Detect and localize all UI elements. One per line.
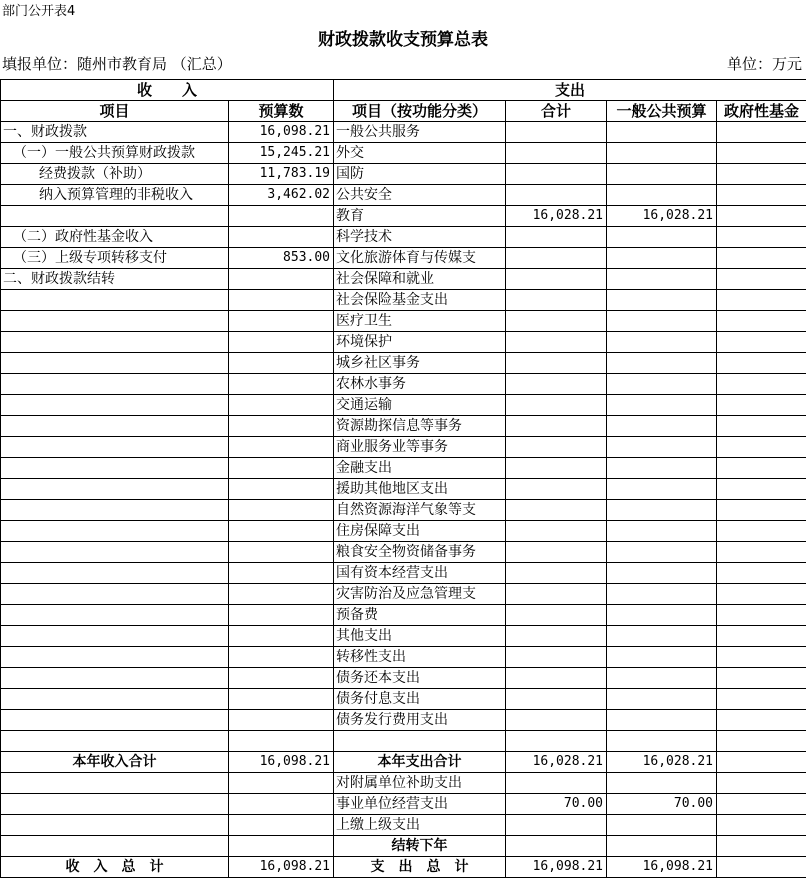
expense-item-cell: 转移性支出 (334, 647, 506, 668)
expense-item-cell: 科学技术 (334, 227, 506, 248)
expense-section-header: 支出 (334, 80, 806, 101)
income-budget-cell (229, 458, 334, 479)
col-header-func-item: 项目（按功能分类） (334, 101, 506, 122)
expense-total-cell (506, 731, 607, 752)
expense-fund-cell (717, 689, 806, 710)
expense-item-cell: 商业服务业等事务 (334, 437, 506, 458)
expense-item-cell: 粮食安全物资储备事务 (334, 542, 506, 563)
income-item-cell (1, 584, 229, 605)
income-item-cell (1, 668, 229, 689)
income-item-cell (1, 500, 229, 521)
expense-item-cell: 对附属单位补助支出 (334, 773, 506, 794)
table-row (1, 290, 806, 311)
expense-general-cell (607, 500, 717, 521)
income-item-cell (1, 731, 229, 752)
expense-item-cell: 文化旅游体育与传媒支 (334, 248, 506, 269)
expense-general-cell (607, 437, 717, 458)
expense-fund-cell (717, 836, 806, 857)
table-row (1, 794, 806, 815)
income-budget-cell (229, 584, 334, 605)
table-row (1, 479, 806, 500)
expense-item-cell: 社会保险基金支出 (334, 290, 506, 311)
col-header-total: 合计 (506, 101, 607, 122)
expense-fund-cell (717, 605, 806, 626)
expense-item-cell: 援助其他地区支出 (334, 479, 506, 500)
expense-item-cell: 结转下年 (334, 836, 506, 857)
expense-fund-cell (717, 122, 806, 143)
table-row (1, 143, 806, 164)
expense-general-cell (607, 815, 717, 836)
document-code: 部门公开表4 (2, 3, 75, 21)
income-item-cell: （二）政府性基金收入 (1, 227, 229, 248)
table-row (1, 206, 806, 227)
income-item-cell: 收 入 总 计 (1, 857, 229, 878)
income-item-cell (1, 689, 229, 710)
expense-general-cell (607, 626, 717, 647)
col-header-item: 项目 (1, 101, 229, 122)
expense-fund-cell (717, 311, 806, 332)
table-row (1, 500, 806, 521)
col-header-budget: 预算数 (229, 101, 334, 122)
expense-fund-cell (717, 479, 806, 500)
income-budget-cell (229, 311, 334, 332)
expense-total-cell (506, 458, 607, 479)
table-row (1, 395, 806, 416)
expense-fund-cell (717, 647, 806, 668)
expense-item-cell: 社会保障和就业 (334, 269, 506, 290)
table-row (1, 227, 806, 248)
expense-item-cell: 债务发行费用支出 (334, 710, 506, 731)
expense-item-cell: 债务付息支出 (334, 689, 506, 710)
income-budget-cell (229, 227, 334, 248)
expense-total-cell (506, 143, 607, 164)
table-row (1, 542, 806, 563)
expense-fund-cell (717, 500, 806, 521)
expense-total-cell (506, 668, 607, 689)
income-item-cell (1, 605, 229, 626)
table-row (1, 836, 806, 857)
table-row (1, 668, 806, 689)
expense-fund-cell (717, 584, 806, 605)
expense-general-cell (607, 311, 717, 332)
income-section-header: 收 入 (1, 80, 334, 101)
expense-total-cell (506, 353, 607, 374)
income-budget-cell (229, 353, 334, 374)
expense-fund-cell (717, 185, 806, 206)
expense-item-cell: 农林水事务 (334, 374, 506, 395)
col-header-general: 一般公共预算 (607, 101, 717, 122)
table-row (1, 710, 806, 731)
expense-general-cell (607, 269, 717, 290)
expense-general-cell (607, 290, 717, 311)
expense-total-cell (506, 416, 607, 437)
table-row (1, 857, 806, 878)
reporting-unit: 填报单位：随州市教育局 （汇总） (2, 53, 232, 75)
expense-total-cell (506, 437, 607, 458)
expense-general-cell (607, 374, 717, 395)
income-item-cell (1, 290, 229, 311)
expense-fund-cell (717, 815, 806, 836)
income-item-cell: 经费拨款（补助） (1, 164, 229, 185)
expense-general-cell (607, 773, 717, 794)
income-item-cell: 一、财政拨款 (1, 122, 229, 143)
expense-item-cell: 医疗卫生 (334, 311, 506, 332)
expense-fund-cell (717, 332, 806, 353)
expense-total-cell: 70.00 (506, 794, 607, 815)
expense-item-cell: 金融支出 (334, 458, 506, 479)
income-item-cell (1, 563, 229, 584)
expense-item-cell: 环境保护 (334, 332, 506, 353)
expense-total-cell: 16,028.21 (506, 752, 607, 773)
income-budget-cell (229, 794, 334, 815)
document-title: 财政拨款收支预算总表 (0, 28, 806, 52)
expense-item-cell: 自然资源海洋气象等支 (334, 500, 506, 521)
expense-fund-cell (717, 164, 806, 185)
expense-item-cell: 城乡社区事务 (334, 353, 506, 374)
expense-item-cell: 支 出 总 计 (334, 857, 506, 878)
income-budget-cell (229, 269, 334, 290)
income-item-cell (1, 332, 229, 353)
expense-item-cell: 其他支出 (334, 626, 506, 647)
expense-total-cell: 16,098.21 (506, 857, 607, 878)
expense-item-cell: 预备费 (334, 605, 506, 626)
income-item-cell (1, 416, 229, 437)
table-row (1, 164, 806, 185)
table-row (1, 416, 806, 437)
expense-general-cell (607, 836, 717, 857)
expense-general-cell (607, 521, 717, 542)
expense-total-cell (506, 374, 607, 395)
income-budget-cell (229, 731, 334, 752)
expense-total-cell (506, 521, 607, 542)
expense-general-cell (607, 689, 717, 710)
expense-item-cell: 灾害防治及应急管理支 (334, 584, 506, 605)
expense-total-cell (506, 626, 607, 647)
income-budget-cell: 3,462.02 (229, 185, 334, 206)
expense-total-cell (506, 395, 607, 416)
expense-general-cell: 70.00 (607, 794, 717, 815)
income-item-cell: 纳入预算管理的非税收入 (1, 185, 229, 206)
expense-total-cell (506, 479, 607, 500)
expense-general-cell (607, 542, 717, 563)
expense-total-cell (506, 311, 607, 332)
expense-item-cell: 本年支出合计 (334, 752, 506, 773)
table-row (1, 311, 806, 332)
expense-general-cell (607, 248, 717, 269)
expense-general-cell (607, 122, 717, 143)
expense-general-cell: 16,028.21 (607, 206, 717, 227)
expense-general-cell (607, 668, 717, 689)
column-header-row (1, 101, 806, 122)
expense-total-cell (506, 584, 607, 605)
expense-fund-cell (717, 773, 806, 794)
income-item-cell (1, 542, 229, 563)
expense-item-cell: 国防 (334, 164, 506, 185)
expense-item-cell (334, 731, 506, 752)
income-item-cell (1, 815, 229, 836)
table-row (1, 731, 806, 752)
income-budget-cell (229, 332, 334, 353)
table-row (1, 248, 806, 269)
expense-general-cell (607, 332, 717, 353)
table-row (1, 122, 806, 143)
expense-fund-cell (717, 710, 806, 731)
expense-fund-cell (717, 395, 806, 416)
budget-summary-table (0, 79, 806, 878)
expense-fund-cell (717, 542, 806, 563)
table-row (1, 563, 806, 584)
expense-total-cell (506, 332, 607, 353)
income-item-cell (1, 437, 229, 458)
expense-fund-cell (717, 752, 806, 773)
table-row (1, 689, 806, 710)
expense-total-cell (506, 164, 607, 185)
expense-fund-cell (717, 143, 806, 164)
expense-general-cell (607, 353, 717, 374)
income-budget-cell: 15,245.21 (229, 143, 334, 164)
expense-fund-cell (717, 248, 806, 269)
expense-general-cell: 16,028.21 (607, 752, 717, 773)
expense-fund-cell (717, 416, 806, 437)
expense-total-cell (506, 773, 607, 794)
table-row (1, 647, 806, 668)
income-item-cell: 二、财政拨款结转 (1, 269, 229, 290)
expense-fund-cell (717, 626, 806, 647)
expense-fund-cell (717, 857, 806, 878)
table-row (1, 437, 806, 458)
table-row (1, 269, 806, 290)
expense-fund-cell (717, 269, 806, 290)
expense-item-cell: 事业单位经营支出 (334, 794, 506, 815)
income-budget-cell (229, 521, 334, 542)
income-item-cell (1, 773, 229, 794)
expense-fund-cell (717, 290, 806, 311)
expense-total-cell (506, 836, 607, 857)
table-row (1, 773, 806, 794)
table-row (1, 584, 806, 605)
income-item-cell (1, 374, 229, 395)
income-budget-cell (229, 395, 334, 416)
expense-fund-cell (717, 731, 806, 752)
table-row (1, 332, 806, 353)
income-budget-cell (229, 500, 334, 521)
expense-general-cell (607, 647, 717, 668)
expense-total-cell (506, 563, 607, 584)
income-item-cell (1, 311, 229, 332)
income-budget-cell: 11,783.19 (229, 164, 334, 185)
expense-total-cell (506, 710, 607, 731)
income-item-cell (1, 647, 229, 668)
expense-item-cell: 债务还本支出 (334, 668, 506, 689)
expense-general-cell (607, 185, 717, 206)
expense-fund-cell (717, 437, 806, 458)
table-row (1, 752, 806, 773)
expense-total-cell (506, 227, 607, 248)
expense-general-cell (607, 395, 717, 416)
expense-total-cell (506, 647, 607, 668)
table-row (1, 353, 806, 374)
income-budget-cell (229, 836, 334, 857)
expense-general-cell (607, 458, 717, 479)
income-item-cell (1, 353, 229, 374)
income-item-cell (1, 206, 229, 227)
expense-fund-cell (717, 458, 806, 479)
income-budget-cell (229, 626, 334, 647)
expense-general-cell (607, 731, 717, 752)
table-row (1, 185, 806, 206)
expense-general-cell (607, 227, 717, 248)
income-budget-cell (229, 668, 334, 689)
income-budget-cell (229, 206, 334, 227)
income-item-cell: （一）一般公共预算财政拨款 (1, 143, 229, 164)
income-item-cell (1, 626, 229, 647)
income-item-cell (1, 458, 229, 479)
income-budget-cell: 16,098.21 (229, 752, 334, 773)
income-budget-cell (229, 374, 334, 395)
expense-general-cell: 16,098.21 (607, 857, 717, 878)
expense-total-cell (506, 269, 607, 290)
expense-general-cell (607, 710, 717, 731)
expense-general-cell (607, 605, 717, 626)
income-budget-cell: 16,098.21 (229, 122, 334, 143)
expense-fund-cell (717, 668, 806, 689)
expense-item-cell: 交通运输 (334, 395, 506, 416)
expense-general-cell (607, 416, 717, 437)
table-row (1, 458, 806, 479)
income-item-cell (1, 794, 229, 815)
income-budget-cell (229, 773, 334, 794)
income-budget-cell: 853.00 (229, 248, 334, 269)
income-budget-cell (229, 542, 334, 563)
expense-total-cell (506, 500, 607, 521)
income-budget-cell (229, 647, 334, 668)
table-row (1, 815, 806, 836)
expense-total-cell (506, 815, 607, 836)
expense-item-cell: 一般公共服务 (334, 122, 506, 143)
income-item-cell (1, 521, 229, 542)
table-row (1, 374, 806, 395)
income-budget-cell (229, 605, 334, 626)
expense-fund-cell (717, 521, 806, 542)
section-header-row (1, 80, 806, 101)
expense-total-cell (506, 605, 607, 626)
expense-general-cell (607, 164, 717, 185)
income-budget-cell (229, 689, 334, 710)
expense-total-cell: 16,028.21 (506, 206, 607, 227)
income-budget-cell: 16,098.21 (229, 857, 334, 878)
expense-general-cell (607, 479, 717, 500)
income-item-cell: 本年收入合计 (1, 752, 229, 773)
income-budget-cell (229, 416, 334, 437)
expense-total-cell (506, 290, 607, 311)
income-item-cell (1, 710, 229, 731)
expense-total-cell (506, 122, 607, 143)
expense-general-cell (607, 563, 717, 584)
col-header-fund: 政府性基金 (717, 101, 806, 122)
expense-item-cell: 公共安全 (334, 185, 506, 206)
income-budget-cell (229, 710, 334, 731)
income-budget-cell (229, 290, 334, 311)
income-budget-cell (229, 437, 334, 458)
expense-fund-cell (717, 563, 806, 584)
income-item-cell (1, 836, 229, 857)
income-budget-cell (229, 815, 334, 836)
currency-unit: 单位：万元 (727, 53, 802, 75)
expense-item-cell: 国有资本经营支出 (334, 563, 506, 584)
income-budget-cell (229, 563, 334, 584)
expense-fund-cell (717, 374, 806, 395)
expense-total-cell (506, 542, 607, 563)
expense-item-cell: 上缴上级支出 (334, 815, 506, 836)
expense-total-cell (506, 185, 607, 206)
table-row (1, 521, 806, 542)
expense-item-cell: 资源勘探信息等事务 (334, 416, 506, 437)
expense-item-cell: 住房保障支出 (334, 521, 506, 542)
income-item-cell (1, 395, 229, 416)
expense-item-cell: 外交 (334, 143, 506, 164)
income-budget-cell (229, 479, 334, 500)
expense-fund-cell (717, 206, 806, 227)
table-row (1, 626, 806, 647)
expense-fund-cell (717, 227, 806, 248)
expense-item-cell: 教育 (334, 206, 506, 227)
income-item-cell: （三）上级专项转移支付 (1, 248, 229, 269)
expense-total-cell (506, 248, 607, 269)
income-item-cell (1, 479, 229, 500)
expense-fund-cell (717, 353, 806, 374)
expense-fund-cell (717, 794, 806, 815)
expense-general-cell (607, 143, 717, 164)
table-row (1, 605, 806, 626)
expense-total-cell (506, 689, 607, 710)
expense-general-cell (607, 584, 717, 605)
